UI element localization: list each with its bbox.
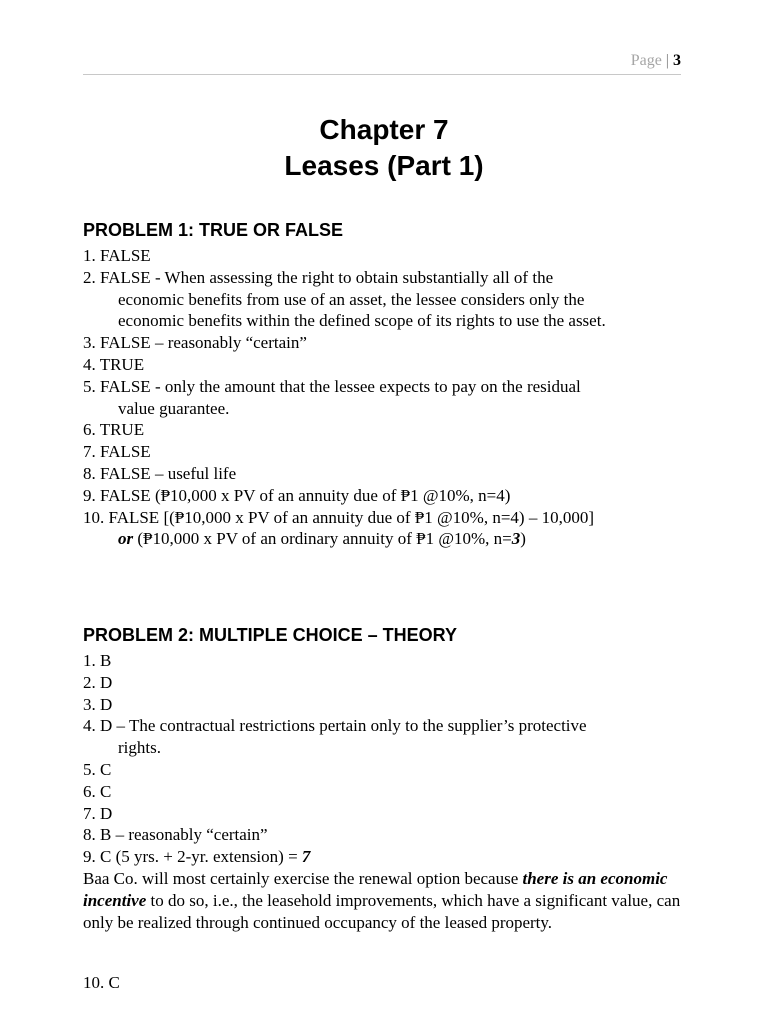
list-item: 4. D – The contractual restrictions pertain only to the supplier’s protective [83,716,587,736]
chapter-title: Chapter 7 [319,114,449,145]
list-item: 2. D [83,672,113,692]
item-9-answer: 7 [301,847,311,867]
problem-2-heading: PROBLEM 2: MULTIPLE CHOICE – THEORY [83,625,458,645]
problem-1-heading: PROBLEM 1: TRUE OR FALSE [83,220,344,240]
list-item: 8. FALSE – useful life [83,463,237,483]
alt-formula-close: ) [520,529,526,549]
chapter-title-block [0,112,768,184]
problem-1-section [83,219,693,550]
explanation-text-2: to do so, i.e., the leasehold improvements, which have a significant value, can only be realized through continued occupancy of the leased property. [83,890,681,932]
list-item: 2. FALSE - When assessing the right to obtain substantially all of the [83,267,554,287]
list-item-continuation [83,528,693,550]
list-item: 5. C [83,759,112,779]
list-item: 1. FALSE [83,246,151,265]
list-item: 5. FALSE - only the amount that the lessee expects to pay on the residual [83,376,581,396]
explanation-paragraph [83,868,693,934]
or-keyword: or [118,529,134,549]
chapter-subtitle: Leases (Part 1) [284,150,484,181]
page-number: 3 [673,52,681,69]
list-item-continuation: value guarantee. [118,398,230,418]
explanation-text-1: Baa Co. will most certainly exercise the renewal option because [83,868,523,888]
problem-2-section [83,624,693,994]
list-item: 10. C [83,972,120,992]
list-item: 7. FALSE [83,442,151,462]
page-separator: | [661,52,673,69]
page-label: Page [630,52,662,69]
alt-formula-n: 3 [511,529,521,549]
explanation-emphasis: there is an economic incentive [83,868,668,910]
list-item [83,846,693,868]
list-item: 10. FALSE [(₱10,000 x PV of an annuity due of ₱1 @10%, n=4) – 10,000] [83,507,594,527]
list-item-continuation: economic benefits within the defined scope of its rights to use the asset. [118,311,606,331]
alt-formula: (₱10,000 x PV of an ordinary annuity of ₱1 @10%, n= [133,529,512,549]
list-item-continuation: economic benefits from use of an asset, the lessee considers only the [118,289,585,309]
list-item: 6. TRUE [83,420,145,440]
item-9-text: 9. C (5 yrs. + 2-yr. extension) = [83,847,302,867]
list-item: 1. B [83,651,112,670]
list-item: 3. FALSE – reasonably “certain” [83,333,307,353]
list-item-continuation: rights. [118,738,161,758]
page-header [83,50,681,75]
list-item: 4. TRUE [83,354,145,374]
list-item: 6. C [83,781,112,801]
list-item: 8. B – reasonably “certain” [83,825,268,845]
list-item: 9. FALSE (₱10,000 x PV of an annuity due of ₱1 @10%, n=4) [83,485,511,505]
list-item: 7. D [83,803,113,823]
list-item: 3. D [83,694,113,714]
